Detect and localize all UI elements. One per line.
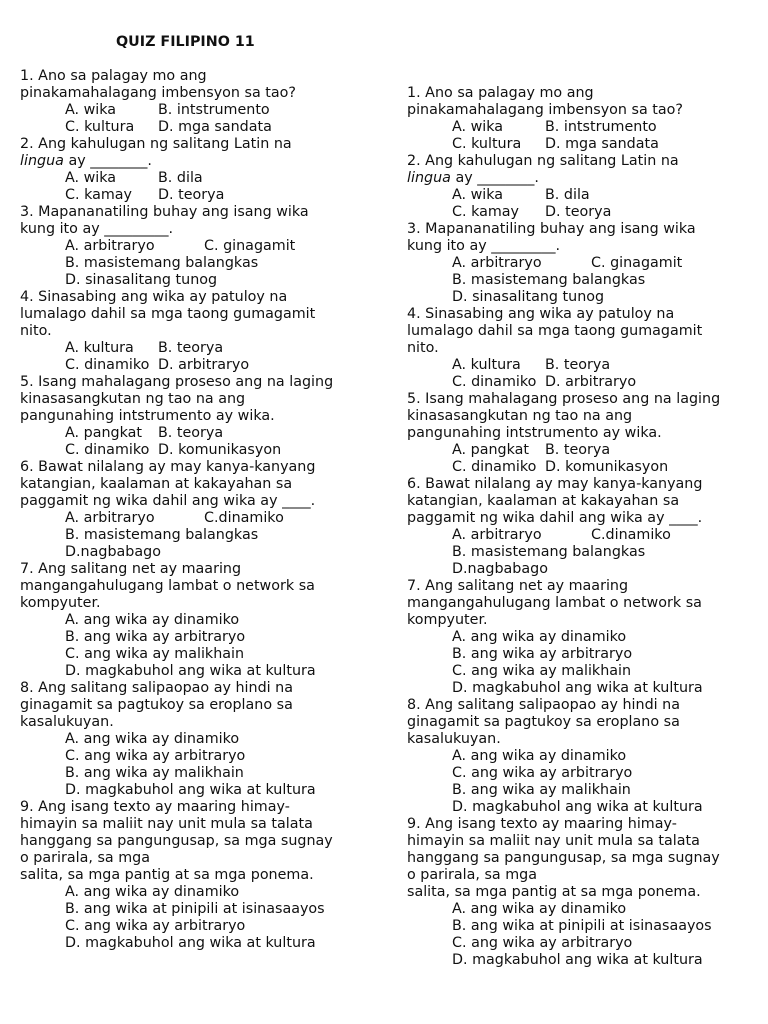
question-stem-line: 7. Ang salitang net ay maaring [407, 578, 629, 594]
question-stem-line: kompyuter. [20, 595, 101, 611]
question-stem-line: 4. Sinasabing ang wika ay patuloy na [407, 306, 675, 322]
answer-option: A. ang wika ay dinamiko [452, 748, 627, 764]
option-row [20, 748, 390, 765]
option-row [407, 187, 768, 204]
answer-option: B. teorya [158, 340, 224, 356]
option-row [407, 459, 768, 476]
question-4 [20, 289, 390, 374]
stem-text: ay ________. [450, 170, 539, 186]
answer-option: D.nagbabago [65, 544, 161, 560]
option-row [407, 136, 768, 153]
answer-option: B. intstrumento [545, 119, 657, 135]
question-stem-line: mangangahulugang lambat o network sa [20, 578, 315, 594]
question-stem-line: kinasasangkutan ng tao na ang [407, 408, 633, 424]
option-row [407, 663, 768, 680]
question-stem-line: lumalago dahil sa mga taong gumagamit [20, 306, 316, 322]
answer-option: D. komunikasyon [545, 459, 669, 475]
option-row [407, 918, 768, 935]
answer-option: A. arbitraryo [65, 238, 155, 254]
answer-option: D. magkabuhol ang wika at kultura [65, 663, 316, 679]
answer-option: B. dila [158, 170, 203, 186]
option-row [407, 782, 768, 799]
question-stem-line: 6. Bawat nilalang ay may kanya-kanyang [20, 459, 316, 475]
answer-option: C. kamay [65, 187, 133, 203]
answer-option: C. dinamiko [65, 357, 150, 373]
question-3 [407, 221, 768, 306]
question-stem-line: 4. Sinasabing ang wika ay patuloy na [20, 289, 288, 305]
question-stem-line: paggamit ng wika dahil ang wika ay ____. [20, 493, 316, 509]
option-row [20, 884, 390, 901]
answer-option: A. wika [65, 170, 117, 186]
answer-option: B. masistemang balangkas [452, 544, 646, 560]
answer-option: C. dinamiko [452, 374, 537, 390]
option-row [407, 765, 768, 782]
question-stem-line: nito. [407, 340, 439, 356]
option-row [20, 272, 390, 289]
option-row [20, 510, 390, 527]
question-2 [20, 136, 390, 204]
answer-option: A. pangkat [452, 442, 529, 458]
question-stem-line: pangunahing intstrumento ay wika. [407, 425, 662, 441]
option-row [407, 442, 768, 459]
answer-option: D. magkabuhol ang wika at kultura [65, 782, 316, 798]
question-stem-line: salita, sa mga pantig at sa mga ponema. [20, 867, 314, 883]
question-7 [20, 561, 390, 680]
quiz-title: QUIZ FILIPINO 11 [116, 34, 255, 50]
answer-option: D. arbitraryo [545, 374, 637, 390]
option-row [20, 731, 390, 748]
question-stem-line: mangangahulugang lambat o network sa [407, 595, 702, 611]
answer-option: D. sinasalitang tunog [65, 272, 218, 288]
option-row [407, 629, 768, 646]
answer-option: B. masistemang balangkas [452, 272, 646, 288]
answer-option: A. ang wika ay dinamiko [452, 629, 627, 645]
option-row [20, 187, 390, 204]
answer-option: C. kamay [452, 204, 520, 220]
answer-option: D. teorya [545, 204, 612, 220]
answer-option: C. ang wika ay arbitraryo [65, 748, 246, 764]
answer-option: B. dila [545, 187, 590, 203]
question-5 [20, 374, 390, 459]
question-9 [407, 816, 768, 969]
question-stem-line: 1. Ano sa palagay mo ang [407, 85, 594, 101]
option-row [20, 238, 390, 255]
question-6 [20, 459, 390, 561]
question-stem-line: kung ito ay _________. [407, 238, 561, 254]
question-stem-line: 1. Ano sa palagay mo ang [20, 68, 207, 84]
answer-option: A. arbitraryo [452, 255, 542, 271]
question-stem-line: 2. Ang kahulugan ng salitang Latin na [20, 136, 292, 152]
option-row [407, 680, 768, 697]
answer-option: C. ang wika ay arbitraryo [452, 935, 633, 951]
answer-option: A. pangkat [65, 425, 142, 441]
option-row [407, 289, 768, 306]
answer-option: B. teorya [158, 425, 224, 441]
answer-option: C. kultura [452, 136, 522, 152]
answer-option: B. ang wika at pinipili at isinasaayos [452, 918, 712, 934]
answer-option: C. ang wika ay malikhain [452, 663, 632, 679]
question-stem-line: katangian, kaalaman at kakayahan sa [20, 476, 293, 492]
answer-option: A. arbitraryo [65, 510, 155, 526]
option-row [20, 612, 390, 629]
question-stem-line: nito. [20, 323, 52, 339]
answer-option: A. ang wika ay dinamiko [65, 884, 240, 900]
question-8 [407, 697, 768, 816]
answer-option: B. teorya [545, 442, 611, 458]
question-stem-line: katangian, kaalaman at kakayahan sa [407, 493, 680, 509]
option-row [20, 527, 390, 544]
italic-term: lingua [20, 153, 64, 169]
question-stem-line: kasalukuyan. [407, 731, 501, 747]
answer-option: D. teorya [158, 187, 225, 203]
option-row [407, 544, 768, 561]
option-row [407, 646, 768, 663]
answer-option: A. kultura [452, 357, 521, 373]
option-row [407, 204, 768, 221]
quiz-column-right [407, 85, 768, 969]
question-stem-line: kompyuter. [407, 612, 488, 628]
answer-option: B. masistemang balangkas [65, 527, 259, 543]
option-row [20, 629, 390, 646]
option-row [407, 935, 768, 952]
answer-option: C. ang wika ay arbitraryo [65, 918, 246, 934]
question-stem-line: himayin sa maliit nay unit mula sa talata [407, 833, 700, 849]
question-stem-line: 9. Ang isang texto ay maaring himay- [407, 816, 677, 832]
option-row [20, 901, 390, 918]
question-stem-line: paggamit ng wika dahil ang wika ay ____. [407, 510, 703, 526]
option-row [20, 765, 390, 782]
option-row [20, 646, 390, 663]
answer-option: C.dinamiko [204, 510, 284, 526]
answer-option: C. ang wika ay malikhain [65, 646, 245, 662]
option-row [407, 255, 768, 272]
option-row [20, 544, 390, 561]
option-row [20, 442, 390, 459]
question-2 [407, 153, 768, 221]
option-row [20, 170, 390, 187]
question-stem-line: pinakamahalagang imbensyon sa tao? [20, 85, 296, 101]
option-row [20, 102, 390, 119]
option-row [20, 425, 390, 442]
question-stem-line: 3. Mapananatiling buhay ang isang wika [407, 221, 696, 237]
option-row [20, 340, 390, 357]
italic-term: lingua [407, 170, 451, 186]
option-row [20, 918, 390, 935]
option-row [407, 561, 768, 578]
answer-option: B. ang wika ay arbitraryo [452, 646, 633, 662]
answer-option: A. wika [452, 119, 504, 135]
question-stem-line: 6. Bawat nilalang ay may kanya-kanyang [407, 476, 703, 492]
answer-option: D. komunikasyon [158, 442, 282, 458]
question-stem-line: 2. Ang kahulugan ng salitang Latin na [407, 153, 679, 169]
question-stem-line: ginagamit sa pagtukoy sa eroplano sa [20, 697, 293, 713]
option-row [407, 272, 768, 289]
answer-option: D. magkabuhol ang wika at kultura [65, 935, 316, 951]
question-stem-line: 5. Isang mahalagang proseso ang na laging [20, 374, 334, 390]
answer-option: D. magkabuhol ang wika at kultura [452, 799, 703, 815]
answer-option: C. dinamiko [65, 442, 150, 458]
answer-option: B. ang wika ay malikhain [452, 782, 631, 798]
question-stem-line: o parirala, sa mga [20, 850, 150, 866]
answer-option: D. arbitraryo [158, 357, 250, 373]
question-stem-line: lumalago dahil sa mga taong gumagamit [407, 323, 703, 339]
option-row [20, 357, 390, 374]
option-row [407, 119, 768, 136]
answer-option: D. mga sandata [545, 136, 659, 152]
question-stem-line: pinakamahalagang imbensyon sa tao? [407, 102, 683, 118]
answer-option: A. ang wika ay dinamiko [452, 901, 627, 917]
answer-option: A. wika [452, 187, 504, 203]
question-stem-line: hanggang sa pangungusap, sa mga sugnay [407, 850, 720, 866]
question-stem-line: kasalukuyan. [20, 714, 114, 730]
option-row [20, 663, 390, 680]
answer-option: B. ang wika at pinipili at isinasaayos [65, 901, 325, 917]
answer-option: D. magkabuhol ang wika at kultura [452, 680, 703, 696]
question-5 [407, 391, 768, 476]
answer-option: C. ginagamit [204, 238, 296, 254]
question-7 [407, 578, 768, 697]
question-stem-line: 9. Ang isang texto ay maaring himay- [20, 799, 290, 815]
question-stem-line: 5. Isang mahalagang proseso ang na laging [407, 391, 721, 407]
option-row [407, 952, 768, 969]
answer-option: D.nagbabago [452, 561, 548, 577]
answer-option: A. kultura [65, 340, 134, 356]
question-stem-line: hanggang sa pangungusap, sa mga sugnay [20, 833, 333, 849]
answer-option: B. masistemang balangkas [65, 255, 259, 271]
question-6 [407, 476, 768, 578]
answer-option: A. wika [65, 102, 117, 118]
question-stem-line: 7. Ang salitang net ay maaring [20, 561, 242, 577]
answer-option: B. intstrumento [158, 102, 270, 118]
answer-option: A. arbitraryo [452, 527, 542, 543]
question-stem-line: pangunahing intstrumento ay wika. [20, 408, 275, 424]
option-row [20, 935, 390, 952]
question-3 [20, 204, 390, 289]
question-stem-line: 8. Ang salitang salipaopao ay hindi na [407, 697, 680, 713]
answer-option: B. ang wika ay malikhain [65, 765, 244, 781]
answer-option: C.dinamiko [591, 527, 671, 543]
question-1 [407, 85, 768, 153]
answer-option: A. ang wika ay dinamiko [65, 612, 240, 628]
option-row [407, 748, 768, 765]
question-stem-line [407, 170, 768, 187]
question-stem-line: ginagamit sa pagtukoy sa eroplano sa [407, 714, 680, 730]
answer-option: C. ang wika ay arbitraryo [452, 765, 633, 781]
option-row [407, 374, 768, 391]
answer-option: D. sinasalitang tunog [452, 289, 605, 305]
answer-option: C. dinamiko [452, 459, 537, 475]
option-row [407, 527, 768, 544]
answer-option: B. ang wika ay arbitraryo [65, 629, 246, 645]
question-8 [20, 680, 390, 799]
question-stem-line: kung ito ay _________. [20, 221, 174, 237]
stem-text: ay ________. [63, 153, 152, 169]
answer-option: B. teorya [545, 357, 611, 373]
answer-option: A. ang wika ay dinamiko [65, 731, 240, 747]
answer-option: C. ginagamit [591, 255, 683, 271]
answer-option: C. kultura [65, 119, 135, 135]
question-stem-line: himayin sa maliit nay unit mula sa talata [20, 816, 313, 832]
question-stem-line: 8. Ang salitang salipaopao ay hindi na [20, 680, 293, 696]
question-4 [407, 306, 768, 391]
answer-option: D. magkabuhol ang wika at kultura [452, 952, 703, 968]
answer-option: D. mga sandata [158, 119, 272, 135]
option-row [20, 782, 390, 799]
question-1 [20, 68, 390, 136]
question-stem-line: o parirala, sa mga [407, 867, 537, 883]
question-stem-line: 3. Mapananatiling buhay ang isang wika [20, 204, 309, 220]
question-stem-line: kinasasangkutan ng tao na ang [20, 391, 246, 407]
question-9 [20, 799, 390, 952]
question-stem-line: salita, sa mga pantig at sa mga ponema. [407, 884, 701, 900]
quiz-column-left [20, 68, 390, 952]
option-row [20, 119, 390, 136]
option-row [20, 255, 390, 272]
option-row [407, 357, 768, 374]
question-stem-line [20, 153, 390, 170]
option-row [407, 901, 768, 918]
option-row [407, 799, 768, 816]
